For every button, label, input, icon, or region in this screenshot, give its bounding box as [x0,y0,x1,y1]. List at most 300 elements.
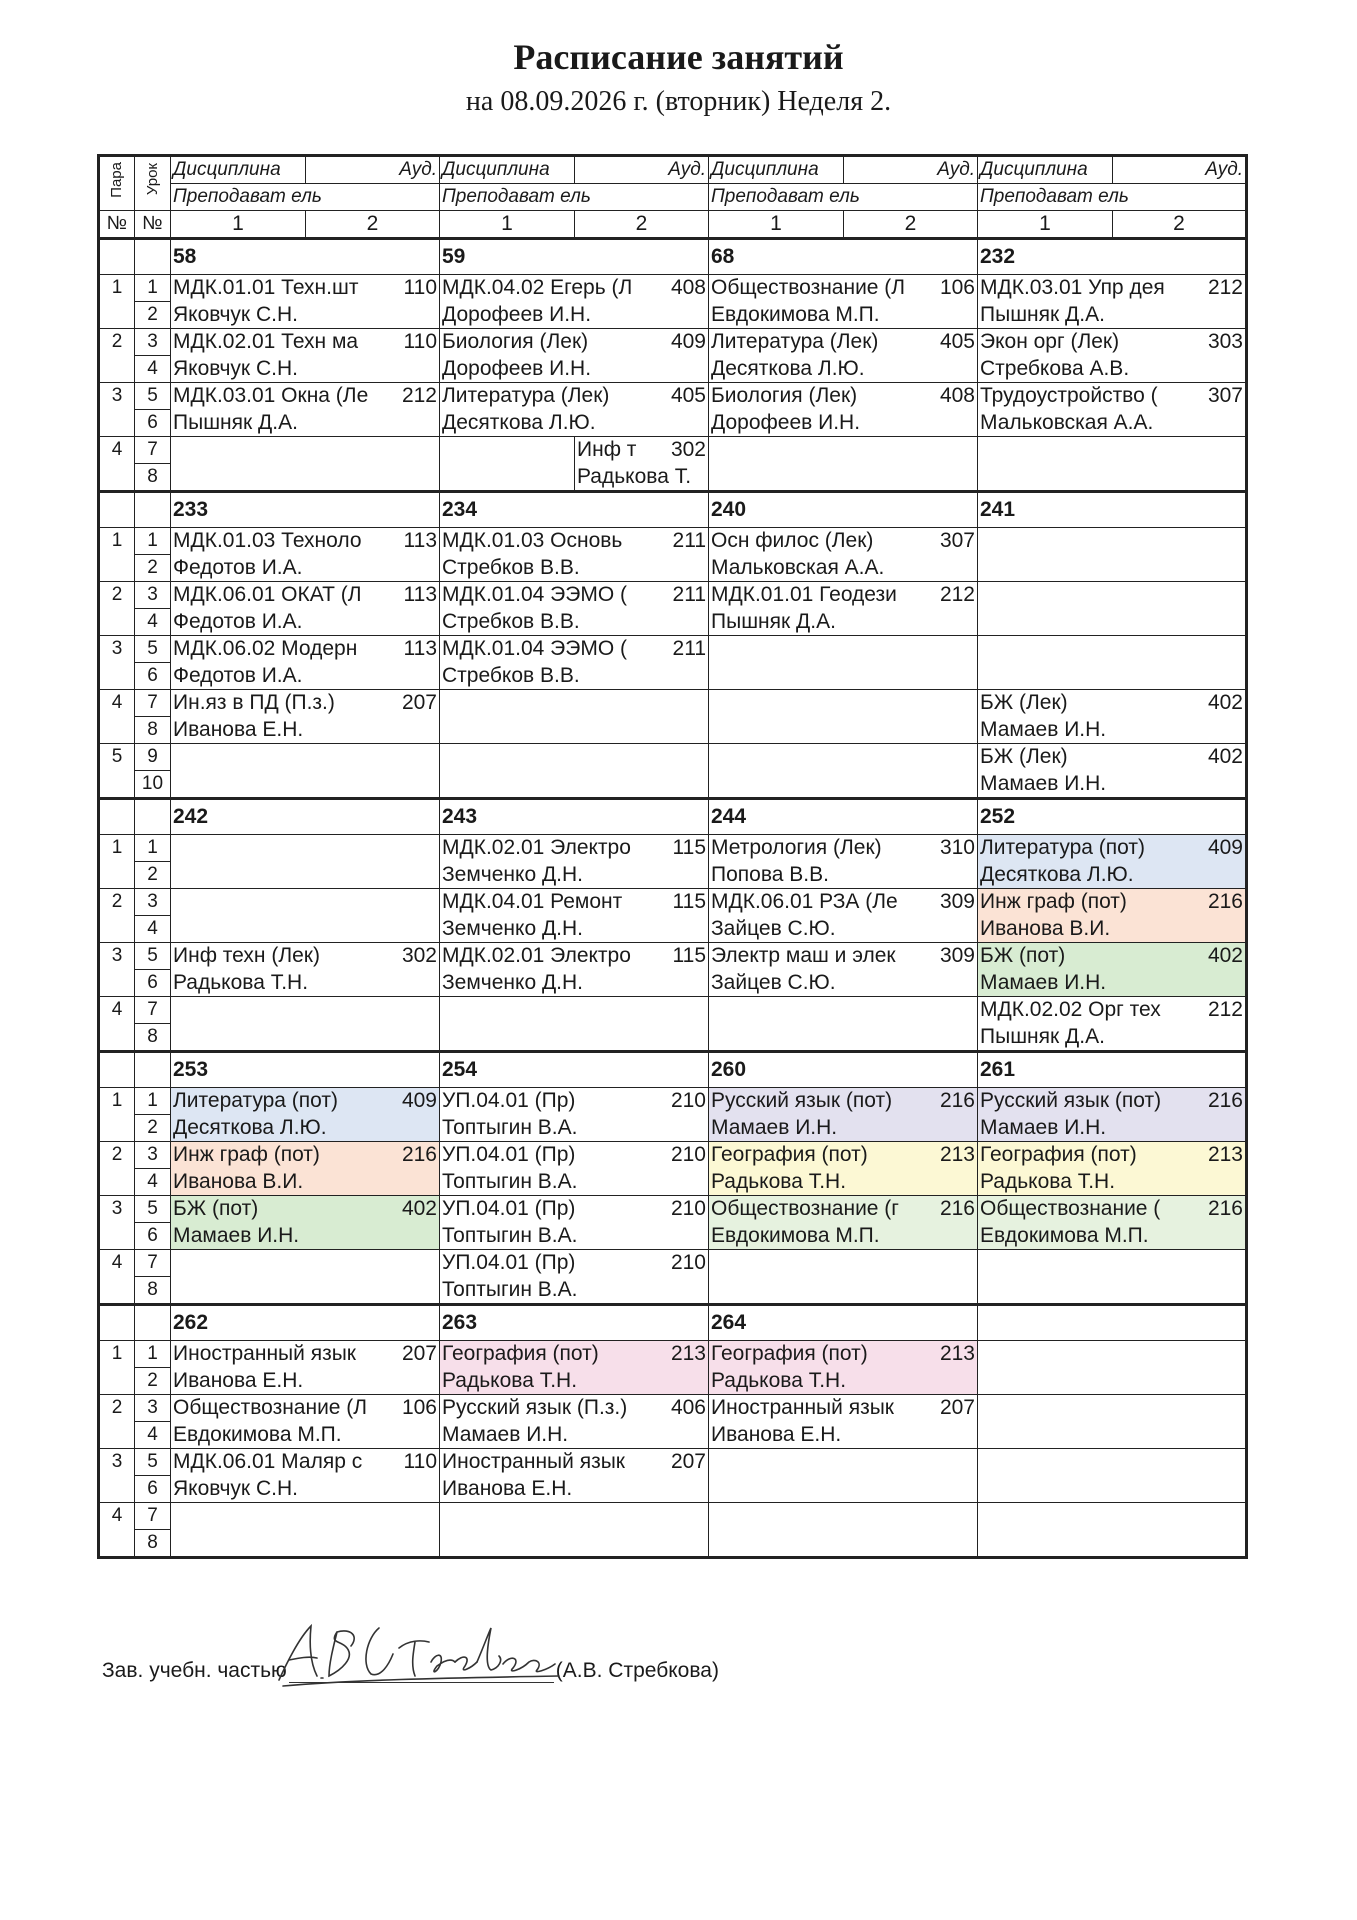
empty-cell [978,1422,1247,1449]
para-header: Пара [99,156,135,211]
para-number: 2 [99,329,135,383]
discipline-header: Дисциплина [171,156,306,184]
class-cell [440,889,709,916]
empty-cell [978,1503,1247,1530]
empty-cell [978,555,1247,582]
class-cell [440,636,709,663]
class-cell [709,889,978,916]
lesson-row [99,1341,1247,1368]
urok-num-header: № [135,211,171,239]
subgroup-2-header: 2 [844,211,978,239]
lesson-row [99,1277,1247,1305]
teacher: Стребкова А.В. [978,356,1247,383]
empty-cell [440,771,709,799]
lesson-row [99,555,1247,582]
lesson-number: 2 [135,862,171,889]
room-number: 207 [670,1450,706,1474]
lesson-number: 4 [135,1422,171,1449]
group-name: 254 [440,1052,709,1088]
group-name: 234 [440,492,709,528]
room-number: 307 [1207,384,1243,408]
lesson-number: 1 [135,275,171,302]
discipline: УП.04.01 (Пр) [442,1251,576,1275]
teacher: Топтыгин В.А. [440,1115,709,1142]
empty-cell [171,437,440,464]
lesson-number: 7 [135,997,171,1024]
teacher: Радькова Т.Н. [709,1368,978,1395]
lesson-number: 5 [135,383,171,410]
discipline: Литература (пот) [173,1089,338,1113]
teacher: Пышняк Д.А. [978,302,1247,329]
teacher: Попова В.В. [709,862,978,889]
class-cell [440,1395,709,1422]
empty-cell [99,1052,135,1088]
lesson-number: 1 [135,1341,171,1368]
teacher: Земченко Д.Н. [440,970,709,997]
group-name: 244 [709,799,978,835]
lesson-number: 2 [135,1368,171,1395]
lesson-number: 3 [135,329,171,356]
para-number: 4 [99,1503,135,1558]
discipline: МДК.02.01 Электро [442,836,631,860]
class-cell [978,744,1247,771]
lesson-row [99,1449,1247,1476]
class-cell [709,329,978,356]
group-header-row [99,492,1247,528]
group-name: 242 [171,799,440,835]
class-cell [171,1142,440,1169]
class-cell [171,943,440,970]
class-cell [440,582,709,609]
room-number: 212 [939,583,975,607]
discipline: Инф техн (Лек) [173,944,320,968]
discipline: МДК.03.01 Упр дея [980,276,1165,300]
para-number: 3 [99,636,135,690]
class-cell [709,835,978,862]
teacher: Земченко Д.Н. [440,862,709,889]
empty-cell [171,1250,440,1277]
empty-cell [978,1277,1247,1305]
teacher: Зайцев С.Ю. [709,916,978,943]
class-cell [171,582,440,609]
subgroup-1-header: 1 [978,211,1113,239]
class-cell [171,1395,440,1422]
teacher: Пышняк Д.А. [171,410,440,437]
room-number: 213 [1207,1143,1243,1167]
room-number: 211 [672,529,706,553]
class-cell [978,943,1247,970]
room-number: 216 [1207,1089,1243,1113]
discipline: Биология (Лек) [711,384,858,408]
teacher: Мамаев И.Н. [978,1115,1247,1142]
class-cell [440,383,709,410]
discipline: БЖ (Лек) [980,745,1068,769]
empty-cell [171,1530,440,1558]
page-subtitle: на 08.09.2026 г. (вторник) Неделя 2. [465,86,892,117]
group-name: 261 [978,1052,1247,1088]
teacher: Федотов И.А. [171,555,440,582]
discipline: УП.04.01 (Пр) [442,1143,576,1167]
discipline: МДК.02.01 Техн ма [173,330,359,354]
discipline: Биология (Лек) [442,330,589,354]
teacher-header: Преподават ель [978,184,1247,211]
room-number: 213 [939,1143,975,1167]
lesson-row [99,1422,1247,1449]
para-number: 1 [99,835,135,889]
discipline: МДК.02.01 Электро [442,944,631,968]
para-number: 4 [99,997,135,1052]
lesson-number: 3 [135,1395,171,1422]
room-number: 210 [670,1251,706,1275]
room-number: 207 [939,1396,975,1420]
discipline: МДК.06.01 РЗА (Ле [711,890,898,914]
room-number: 409 [670,330,706,354]
room-number: 302 [401,944,437,968]
lesson-number: 1 [135,528,171,555]
empty-cell [978,1449,1247,1476]
class-cell [978,275,1247,302]
empty-cell [440,1530,709,1558]
group-name: 68 [709,239,978,275]
class-cell [440,835,709,862]
class-cell [978,329,1247,356]
group-name: 252 [978,799,1247,835]
lesson-row [99,997,1247,1024]
class-cell [171,1449,440,1476]
group-name: 241 [978,492,1247,528]
lesson-row [99,609,1247,636]
empty-cell [135,1305,171,1341]
aud-header: Ауд. [306,156,440,184]
lesson-number: 6 [135,1223,171,1250]
discipline: МДК.04.02 Егерь (Л [442,276,633,300]
lesson-number: 7 [135,1503,171,1530]
lesson-number: 4 [135,1169,171,1196]
teacher: Пышняк Д.А. [709,609,978,636]
class-cell [709,383,978,410]
discipline: Инф т [577,438,637,462]
room-number: 310 [939,836,975,860]
lesson-row [99,302,1247,329]
teacher: Евдокимова М.П. [709,1223,978,1250]
teacher: Мальковская А.А. [978,410,1247,437]
empty-cell [99,239,135,275]
empty-cell [709,1277,978,1305]
empty-cell [978,1368,1247,1395]
lesson-row [99,1476,1247,1503]
room-number: 106 [939,276,975,300]
lesson-row [99,943,1247,970]
discipline: Литература (пот) [980,836,1145,860]
empty-cell [709,1024,978,1052]
room-number: 213 [939,1342,975,1366]
lesson-number: 8 [135,717,171,744]
para-number: 2 [99,582,135,636]
discipline: Русский язык (пот) [980,1089,1162,1113]
class-cell [978,889,1247,916]
group-header-row [99,239,1247,275]
room-number: 303 [1207,330,1243,354]
empty-cell [440,744,709,771]
discipline: БЖ (Лек) [980,691,1068,715]
class-cell [440,275,709,302]
lesson-row [99,970,1247,997]
discipline: МДК.01.04 ЭЭМО ( [442,583,628,607]
empty-cell [440,717,709,744]
lesson-number: 1 [135,835,171,862]
group-name: 243 [440,799,709,835]
empty-cell [709,636,978,663]
signature-image [259,1618,569,1688]
empty-cell [709,663,978,690]
teacher: Топтыгин В.А. [440,1277,709,1305]
discipline: Инж граф (пот) [173,1143,320,1167]
lesson-number: 8 [135,464,171,492]
empty-cell [978,1341,1247,1368]
empty-cell [440,690,709,717]
room-number: 210 [670,1089,706,1113]
room-number: 110 [403,330,437,354]
discipline: МДК.01.01 Техн.шт [173,276,359,300]
room-number: 307 [939,529,975,553]
lesson-row [99,862,1247,889]
empty-cell [978,1476,1247,1503]
teacher: Десяткова Л.Ю. [440,410,709,437]
room-number: 106 [401,1396,437,1420]
subgroup-1-header: 1 [171,211,306,239]
teacher: Иванова Е.Н. [171,717,440,744]
lesson-row [99,1115,1247,1142]
empty-cell [171,744,440,771]
empty-cell [440,1503,709,1530]
para-number: 5 [99,744,135,799]
discipline: БЖ (пот) [980,944,1066,968]
teacher: Мамаев И.Н. [171,1223,440,1250]
lesson-row [99,582,1247,609]
teacher: Яковчук С.Н. [171,356,440,383]
para-number: 3 [99,1449,135,1503]
lesson-row [99,690,1247,717]
schedule-body [99,156,1247,1558]
subgroup-2-header: 2 [306,211,440,239]
empty-cell [978,464,1247,492]
class-cell [171,329,440,356]
empty-cell [440,1024,709,1052]
empty-cell [440,997,709,1024]
discipline: МДК.01.04 ЭЭМО ( [442,637,628,661]
empty-cell [709,771,978,799]
discipline: МДК.01.01 Геодези [711,583,897,607]
teacher: Радькова Т.Н. [978,1169,1247,1196]
lesson-row [99,464,1247,492]
group-name: 264 [709,1305,978,1341]
group-name: 232 [978,239,1247,275]
lesson-row [99,275,1247,302]
room-number: 402 [1207,745,1243,769]
teacher: Яковчук С.Н. [171,1476,440,1503]
empty-cell [709,997,978,1024]
teacher: Евдокимова М.П. [709,302,978,329]
room-number: 409 [1207,836,1243,860]
lesson-number: 7 [135,437,171,464]
lesson-row [99,329,1247,356]
discipline: МДК.01.03 Техноло [173,529,362,553]
lesson-row [99,771,1247,799]
room-number: 212 [1207,276,1243,300]
empty-cell [171,862,440,889]
discipline: МДК.04.01 Ремонт [442,890,623,914]
discipline-header: Дисциплина [978,156,1113,184]
teacher-header: Преподават ель [709,184,978,211]
discipline: География (пот) [980,1143,1137,1167]
teacher: Мальковская А.А. [709,555,978,582]
discipline: МДК.01.03 Основь [442,529,623,553]
group-header-row [99,1305,1247,1341]
lesson-number: 8 [135,1277,171,1305]
group-name: 262 [171,1305,440,1341]
teacher: Мамаев И.Н. [709,1115,978,1142]
lesson-row [99,1142,1247,1169]
teacher: Дорофеев И.Н. [709,410,978,437]
group-name: 253 [171,1052,440,1088]
class-cell [171,383,440,410]
teacher: Федотов И.А. [171,609,440,636]
para-num-header: № [99,211,135,239]
teacher: Радькова Т.Н. [440,1368,709,1395]
teacher-header: Преподават ель [440,184,709,211]
empty-cell [171,1024,440,1052]
teacher: Иванова Е.Н. [440,1476,709,1503]
class-cell [978,997,1247,1024]
aud-header: Ауд. [844,156,978,184]
class-cell [440,1449,709,1476]
room-number: 211 [672,637,706,661]
class-cell [440,1341,709,1368]
discipline: МДК.06.01 ОКАТ (Л [173,583,362,607]
class-cell [709,943,978,970]
schedule-table [97,154,1248,1559]
teacher: Иванова В.И. [978,916,1247,943]
lesson-row [99,889,1247,916]
teacher: Радькова Т.Н. [171,970,440,997]
class-cell [978,1142,1247,1169]
discipline: Литература (Лек) [442,384,610,408]
lesson-row [99,1503,1247,1530]
class-cell [171,275,440,302]
empty-cell [709,717,978,744]
teacher: Иванова В.И. [171,1169,440,1196]
discipline: География (пот) [442,1342,599,1366]
room-number: 405 [939,330,975,354]
room-number: 213 [670,1342,706,1366]
empty-cell [709,464,978,492]
room-number: 211 [672,583,706,607]
teacher: Земченко Д.Н. [440,916,709,943]
lesson-row [99,916,1247,943]
discipline: География (пот) [711,1342,868,1366]
group-header-row [99,1052,1247,1088]
para-number: 2 [99,1395,135,1449]
discipline: Осн филос (Лек) [711,529,874,553]
class-cell [440,1196,709,1223]
discipline: МДК.06.02 Модерн [173,637,358,661]
para-number: 4 [99,437,135,492]
teacher: Дорофеев И.Н. [440,356,709,383]
teacher: Евдокимова М.П. [978,1223,1247,1250]
urok-header: Урок [135,156,171,211]
class-cell [709,1395,978,1422]
empty-cell [99,492,135,528]
room-number: 113 [403,529,437,553]
group-header-row [99,799,1247,835]
para-number: 3 [99,1196,135,1250]
lesson-row [99,383,1247,410]
room-number: 110 [403,1450,437,1474]
empty-cell [171,1277,440,1305]
lesson-row [99,1169,1247,1196]
room-number: 113 [403,637,437,661]
class-cell [709,1196,978,1223]
teacher: Иванова Е.Н. [171,1368,440,1395]
empty-cell [171,835,440,862]
lesson-number: 6 [135,663,171,690]
lesson-row [99,1024,1247,1052]
room-number: 210 [670,1197,706,1221]
teacher: Десяткова Л.Ю. [978,862,1247,889]
class-cell [440,329,709,356]
group-name: 58 [171,239,440,275]
room-number: 110 [403,276,437,300]
lesson-number: 6 [135,410,171,437]
empty-cell [978,582,1247,609]
lesson-number: 4 [135,916,171,943]
discipline: Иностранный язык [711,1396,894,1420]
lesson-row [99,636,1247,663]
discipline: Иностранный язык [173,1342,356,1366]
empty-cell [709,1449,978,1476]
class-cell [440,1088,709,1115]
lesson-row [99,1088,1247,1115]
discipline: Трудоустройство ( [980,384,1158,408]
lesson-row [99,744,1247,771]
discipline: Иностранный язык [442,1450,625,1474]
empty-cell [171,997,440,1024]
lesson-number: 2 [135,302,171,329]
para-number: 4 [99,690,135,744]
subgroup-2-header: 2 [575,211,709,239]
discipline: География (пот) [711,1143,868,1167]
group-name: 233 [171,492,440,528]
discipline: Обществознание ( [980,1197,1161,1221]
discipline: Обществознание (Л [173,1396,368,1420]
lesson-number: 5 [135,1196,171,1223]
teacher: Стребков В.В. [440,555,709,582]
empty-cell [709,690,978,717]
class-cell [440,528,709,555]
class-cell [440,943,709,970]
lesson-number: 5 [135,943,171,970]
group-name [978,1305,1247,1341]
discipline: УП.04.01 (Пр) [442,1089,576,1113]
para-number: 1 [99,1088,135,1142]
footer-label: Зав. учебн. частью [102,1659,287,1682]
class-cell [709,1341,978,1368]
class-cell [171,636,440,663]
room-number: 207 [401,1342,437,1366]
room-number: 216 [939,1197,975,1221]
lesson-number: 2 [135,555,171,582]
empty-cell [709,1503,978,1530]
